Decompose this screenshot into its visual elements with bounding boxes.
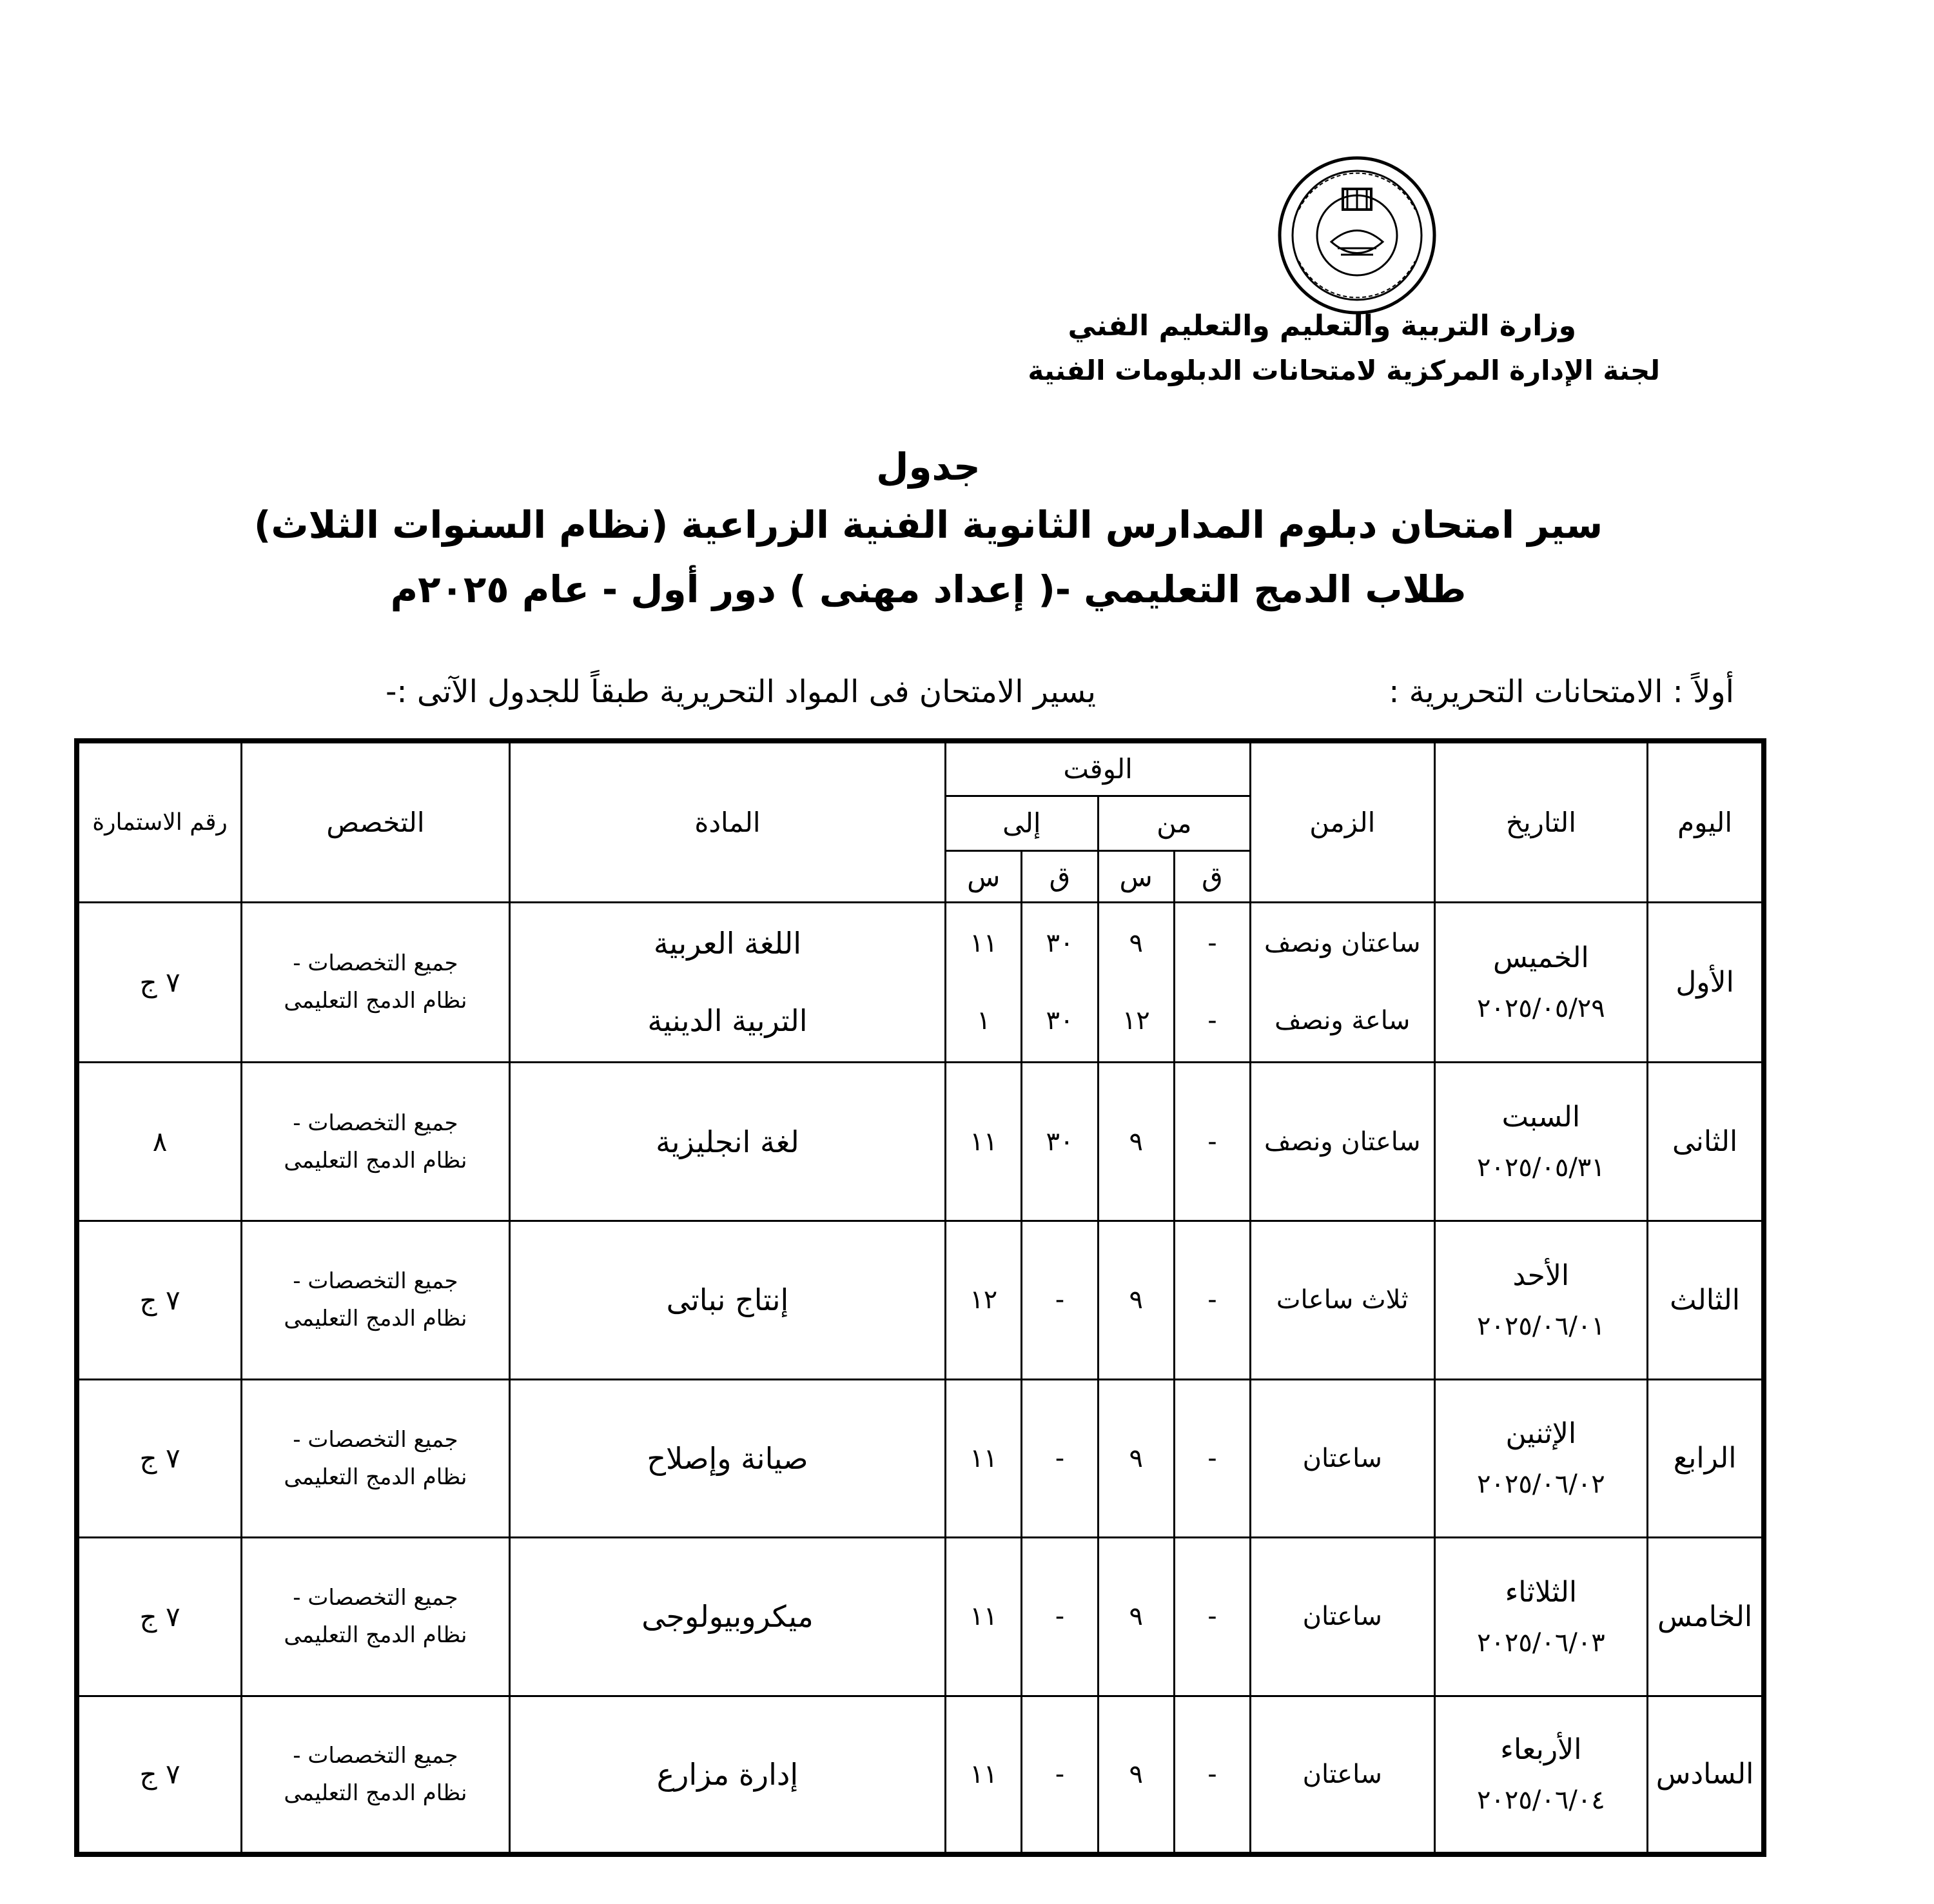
- from-hour-cell: [1098, 1379, 1174, 1538]
- day-cell: الثانى: [1648, 1063, 1764, 1221]
- duration-value: ثلاث ساعات: [1276, 1285, 1409, 1315]
- header-from: من: [1098, 796, 1250, 850]
- header-to: إلى: [946, 796, 1098, 850]
- subject-cell: [509, 1063, 945, 1221]
- from-minute-value: -: [1207, 928, 1217, 959]
- header-date: التاريخ: [1434, 741, 1648, 902]
- day-cell: الرابع: [1648, 1379, 1764, 1538]
- header-day: اليوم: [1648, 741, 1764, 902]
- duration-cell: [1251, 1063, 1435, 1221]
- form-number-cell: ٧ ج: [77, 1379, 242, 1538]
- subject-cell: [509, 1379, 945, 1538]
- duration-value: ساعتان ونصف: [1264, 928, 1421, 959]
- from-minute-cell: [1174, 1696, 1250, 1854]
- duration-cell: [1251, 902, 1435, 1063]
- weekday-label: الخميس: [1492, 941, 1589, 974]
- to-hour-value: ١١: [970, 1602, 998, 1632]
- header-from-hour: س: [1098, 850, 1174, 902]
- page-subtitle: سير امتحان دبلوم المدارس الثانوية الفنية الزراعية (نظام السنوات الثلاث): [253, 503, 1603, 547]
- from-hour-value: ١٢: [1122, 1006, 1150, 1036]
- from-minute-value: -: [1207, 1285, 1217, 1315]
- subject-value: إنتاج نباتى: [666, 1282, 789, 1318]
- to-hour-cell: [946, 1063, 1022, 1221]
- header-duration: الزمن: [1251, 741, 1435, 902]
- table-row: [77, 1063, 1764, 1221]
- to-minute-value: ٣٠: [1046, 1006, 1074, 1036]
- specialization-line: نظام الدمج التعليمى: [284, 1464, 467, 1490]
- from-minute-cell: [1174, 902, 1250, 1063]
- date-value: ٢٠٢٥/٠٦/٠٤: [1476, 1785, 1605, 1816]
- date-cell: [1434, 1538, 1648, 1696]
- date-cell: [1434, 1063, 1648, 1221]
- to-minute-value: -: [1055, 1285, 1065, 1315]
- duration-cell: [1251, 1696, 1435, 1854]
- subject-cell: [509, 1221, 945, 1379]
- duration-value: ساعتان: [1302, 1602, 1382, 1632]
- to-minute-cell: [1022, 1063, 1098, 1221]
- specialization-line: نظام الدمج التعليمى: [284, 1622, 467, 1649]
- to-minute-cell: [1022, 1696, 1098, 1854]
- duration-cell: [1251, 1221, 1435, 1379]
- to-minute-cell: [1022, 1221, 1098, 1379]
- table-row: [77, 1538, 1764, 1696]
- specialization-line: نظام الدمج التعليمى: [284, 988, 467, 1014]
- section-heading: أولاً : الامتحانات التحريرية :: [1389, 674, 1734, 710]
- to-hour-cell: [946, 1379, 1022, 1538]
- to-hour-value: ١١: [970, 1126, 998, 1157]
- exam-schedule-table: [74, 738, 1766, 1857]
- from-hour-value: ٩: [1129, 1602, 1143, 1632]
- specialization-cell: [242, 1379, 510, 1538]
- from-hour-value: ٩: [1129, 1443, 1143, 1473]
- to-hour-cell: [946, 1221, 1022, 1379]
- subject-cell: [509, 1696, 945, 1854]
- to-hour-value: ١: [976, 1006, 991, 1036]
- weekday-label: الثلاثاء: [1505, 1575, 1577, 1609]
- from-hour-value: ٩: [1129, 928, 1143, 959]
- to-hour-value: ١١: [970, 928, 998, 959]
- date-cell: [1434, 902, 1648, 1063]
- subject-cell: [509, 902, 945, 1063]
- duration-value: ساعتان: [1302, 1443, 1382, 1473]
- to-hour-cell: [946, 1696, 1022, 1854]
- from-minute-cell: [1174, 1379, 1250, 1538]
- specialization-line: جميع التخصصات -: [293, 1426, 458, 1453]
- from-hour-value: ٩: [1129, 1285, 1143, 1315]
- specialization-cell: [242, 1696, 510, 1854]
- date-cell: [1434, 1379, 1648, 1538]
- header-to-hour: س: [946, 850, 1022, 902]
- from-hour-cell: [1098, 1063, 1174, 1221]
- header-form-number: رقم الاستمارة: [77, 741, 242, 902]
- date-value: ٢٠٢٥/٠٦/٠٢: [1476, 1469, 1605, 1500]
- form-number-cell: ٨: [77, 1063, 242, 1221]
- from-minute-cell: [1174, 1221, 1250, 1379]
- to-hour-value: ١٢: [970, 1285, 998, 1315]
- table-row: [77, 902, 1764, 1063]
- to-hour-value: ١١: [970, 1443, 998, 1473]
- duration-value: ساعتان ونصف: [1264, 1126, 1421, 1157]
- to-hour-value: ١١: [970, 1759, 998, 1789]
- form-number-cell: ٧ ج: [77, 1538, 242, 1696]
- date-value: ٢٠٢٥/٠٥/٢٩: [1476, 993, 1605, 1023]
- specialization-line: جميع التخصصات -: [293, 1585, 458, 1611]
- specialization-line: نظام الدمج التعليمى: [284, 1147, 467, 1173]
- to-hour-cell: [946, 1538, 1022, 1696]
- day-cell: الثالث: [1648, 1221, 1764, 1379]
- specialization-cell: [242, 1221, 510, 1379]
- duration-cell: [1251, 1379, 1435, 1538]
- specialization-cell: [242, 902, 510, 1063]
- from-minute-value: -: [1207, 1602, 1217, 1632]
- specialization-cell: [242, 1538, 510, 1696]
- to-minute-value: -: [1055, 1443, 1065, 1473]
- from-minute-value: -: [1207, 1443, 1217, 1473]
- to-hour-cell: [946, 902, 1022, 1063]
- duration-cell: [1251, 1538, 1435, 1696]
- to-minute-cell: [1022, 902, 1098, 1063]
- date-value: ٢٠٢٥/٠٦/٠١: [1476, 1311, 1605, 1341]
- from-minute-value: -: [1207, 1006, 1217, 1036]
- page-subtitle-2: طلاب الدمج التعليمي -( إعداد مهنى ) دور أول - عام ٢٠٢٥م: [390, 567, 1467, 611]
- specialization-line: جميع التخصصات -: [293, 950, 458, 977]
- date-value: ٢٠٢٥/٠٦/٠٣: [1476, 1627, 1605, 1658]
- from-hour-value: ٩: [1129, 1759, 1143, 1789]
- to-minute-cell: [1022, 1538, 1098, 1696]
- page-title: جدول: [876, 445, 981, 489]
- form-number-cell: ٧ ج: [77, 1696, 242, 1854]
- to-minute-cell: [1022, 1379, 1098, 1538]
- duration-value: ساعة ونصف: [1275, 1006, 1411, 1036]
- day-cell: الأول: [1648, 902, 1764, 1063]
- weekday-label: السبت: [1501, 1101, 1581, 1134]
- from-minute-value: -: [1207, 1759, 1217, 1789]
- ministry-emblem-icon: [1273, 152, 1441, 319]
- date-cell: [1434, 1696, 1648, 1854]
- header-to-minute: ق: [1022, 850, 1098, 902]
- from-minute-value: -: [1207, 1126, 1217, 1157]
- subject-value: اللغة العربية: [653, 926, 802, 961]
- to-minute-value: -: [1055, 1759, 1065, 1789]
- from-minute-cell: [1174, 1538, 1250, 1696]
- subject-value: ميكروبيولوجى: [641, 1599, 814, 1634]
- ministry-name: وزارة التربية والتعليم والتعليم الفني: [1068, 309, 1576, 342]
- specialization-line: جميع التخصصات -: [293, 1268, 458, 1295]
- header-time: الوقت: [946, 741, 1251, 796]
- subject-value: إدارة مزارع: [656, 1756, 799, 1792]
- weekday-label: الأربعاء: [1500, 1733, 1582, 1767]
- specialization-cell: [242, 1063, 510, 1221]
- weekday-label: الأحد: [1512, 1259, 1570, 1292]
- subject-value: لغة انجليزية: [656, 1124, 799, 1159]
- to-minute-value: -: [1055, 1602, 1065, 1632]
- from-hour-cell: [1098, 1696, 1174, 1854]
- date-cell: [1434, 1221, 1648, 1379]
- from-hour-cell: [1098, 1538, 1174, 1696]
- specialization-line: نظام الدمج التعليمى: [284, 1780, 467, 1806]
- header-specialization: التخصص: [242, 741, 510, 902]
- day-cell: الخامس: [1648, 1538, 1764, 1696]
- to-minute-value: ٣٠: [1046, 1126, 1074, 1157]
- day-cell: السادس: [1648, 1696, 1764, 1854]
- header-from-minute: ق: [1174, 850, 1250, 902]
- from-minute-cell: [1174, 1063, 1250, 1221]
- subject-cell: [509, 1538, 945, 1696]
- weekday-label: الإثنين: [1505, 1417, 1577, 1451]
- specialization-line: نظام الدمج التعليمى: [284, 1306, 467, 1332]
- table-row: [77, 1379, 1764, 1538]
- section-intro-text: يسير الامتحان فى المواد التحريرية طبقاً للجدول الآتى :-: [386, 674, 1096, 710]
- form-number-cell: ٧ ج: [77, 1221, 242, 1379]
- to-minute-value: ٣٠: [1046, 928, 1074, 959]
- committee-name: لجنة الإدارة المركزية لامتحانات الدبلومات الفنية: [1028, 355, 1660, 386]
- from-hour-cell: [1098, 1221, 1174, 1379]
- subject-value: صيانة وإصلاح: [647, 1440, 808, 1476]
- form-number-cell: ٧ ج: [77, 902, 242, 1063]
- duration-value: ساعتان: [1302, 1759, 1382, 1789]
- specialization-line: جميع التخصصات -: [293, 1742, 458, 1769]
- subject-value: التربية الدينية: [647, 1003, 808, 1039]
- from-hour-value: ٩: [1129, 1126, 1143, 1157]
- specialization-line: جميع التخصصات -: [293, 1110, 458, 1136]
- from-hour-cell: [1098, 902, 1174, 1063]
- table-row: [77, 1696, 1764, 1854]
- date-value: ٢٠٢٥/٠٥/٣١: [1476, 1153, 1605, 1183]
- header-subject: المادة: [509, 741, 945, 902]
- table-row: [77, 1221, 1764, 1379]
